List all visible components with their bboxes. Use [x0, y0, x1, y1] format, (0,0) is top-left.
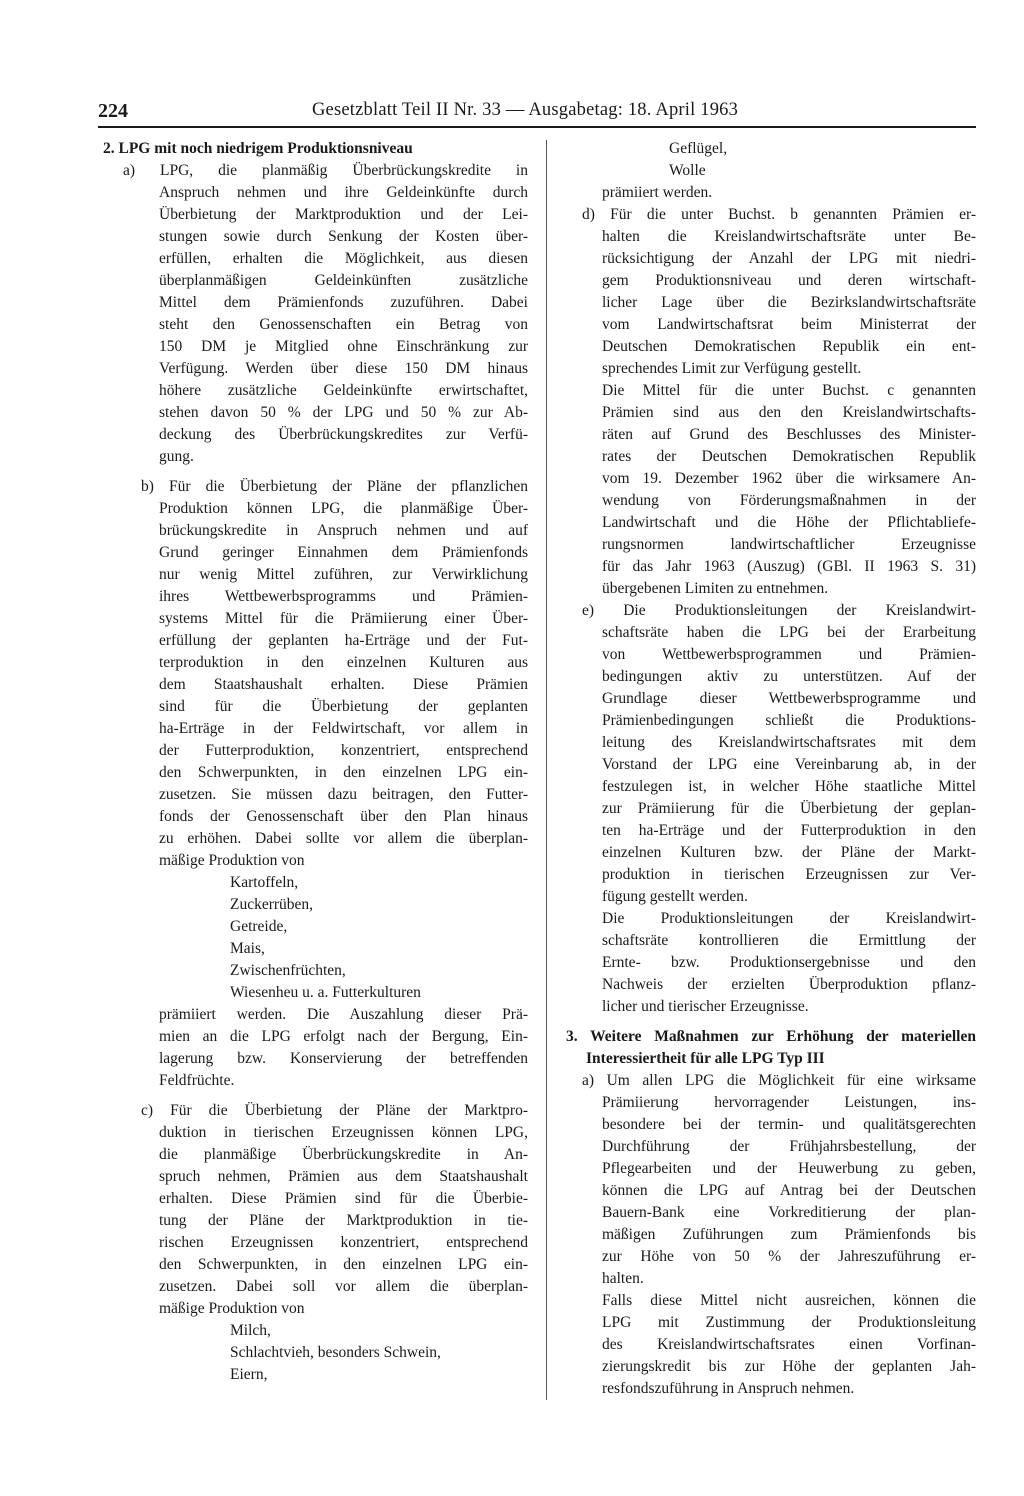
section-heading-line: 3. Weitere Maßnahmen zur Erhöhung der materiellen: [566, 1028, 976, 1045]
text-line: lagerung bzw. Konservierung der betreffenden: [159, 1050, 528, 1067]
text-line: spruch nehmen, Prämien aus dem Staatshaushalt: [159, 1168, 528, 1185]
left-column: [103, 138, 528, 1386]
text-line: schaftsräte haben die LPG bei der Erarbeitung: [602, 624, 976, 641]
text-line: den Schwerpunkten, in den einzelnen LPG ein-: [159, 1256, 528, 1273]
text-line: Schlachtvieh, besonders Schwein,: [230, 1344, 441, 1361]
text-line: licher Lage über die Bezirkslandwirtschaftsräte: [602, 294, 976, 311]
text-line: zur Prämiierung für die Überbietung der geplan-: [602, 800, 976, 817]
text-line: stungen sowie durch Senkung der Kosten über-: [159, 228, 528, 245]
text-line: stehen davon 50 % der LPG und 50 % zur Ab-: [159, 404, 528, 421]
text-line: ha-Erträge in der Feldwirtschaft, vor allem in: [159, 720, 528, 737]
text-line: Kartoffeln,: [230, 874, 299, 891]
text-line: räten auf Grund des Beschlusses des Minister-: [602, 426, 976, 443]
text-line: halten.: [602, 1270, 644, 1287]
text-line: prämiiert werden. Die Auszahlung dieser Prä-: [159, 1006, 528, 1023]
text-line: Zuckerrüben,: [230, 896, 314, 913]
text-line: Prämien sind aus den den Kreislandwirtschafts-: [602, 404, 976, 421]
text-line: steht den Genossenschaften ein Betrag von: [159, 316, 528, 333]
text-line: tung der Pläne der Marktproduktion in tie-: [159, 1212, 528, 1229]
text-line: vom Landwirtschaftsrat beim Ministerrat der: [602, 316, 976, 333]
column-divider: [546, 140, 547, 1400]
text-line: Anspruch nehmen und ihre Geldeinkünfte durch: [159, 184, 528, 201]
text-line: Prämienbedingungen schließt die Produktions-: [602, 712, 976, 729]
text-line: Getreide,: [230, 918, 288, 935]
text-line: bedingungen aktiv zu unterstützen. Auf der: [602, 668, 976, 685]
text-line: Prämiierung hervorragender Leistungen, ins-: [602, 1094, 976, 1111]
text-line: zusetzen. Dabei soll vor allem die überplan-: [159, 1278, 528, 1295]
text-line: Mais,: [230, 940, 265, 957]
text-line: duktion in tierischen Erzeugnissen können LPG,: [159, 1124, 528, 1141]
text-line: e) Die Produktionsleitungen der Kreislandwirt-: [582, 602, 976, 619]
page-header: [98, 98, 976, 128]
text-line: dem Staatshaushalt erhalten. Diese Prämien: [159, 676, 528, 693]
text-line: schaftsräte kontrollieren die Ermittlung der: [602, 932, 976, 949]
text-line: gem Produktionsniveau und deren wirtschaft-: [602, 272, 976, 289]
text-line: terproduktion in den einzelnen Kulturen aus: [159, 654, 528, 671]
text-line: die planmäßige Überbrückungskredite in An-: [159, 1146, 528, 1163]
text-line: deckung des Überbrückungskredites zur Verfü-: [159, 426, 528, 443]
right-column: [566, 138, 976, 1400]
text-line: Die Mittel für die unter Buchst. c genannten: [602, 382, 976, 399]
text-line: rungsnormen landwirtschaftlicher Erzeugnisse: [602, 536, 976, 553]
text-line: 150 DM je Mitglied ohne Einschränkung zur: [159, 338, 528, 355]
text-line: fonds der Genossenschaft über den Plan hinaus: [159, 808, 528, 825]
text-line: Deutschen Demokratischen Republik ein ent-: [602, 338, 976, 355]
paragraph-gap: [103, 1092, 528, 1100]
text-line: licher und tierischer Erzeugnisse.: [602, 998, 809, 1015]
text-line: der Futterproduktion, konzentriert, entsprechend: [159, 742, 528, 759]
text-line: erfüllung der geplanten ha-Erträge und der Fut-: [159, 632, 528, 649]
text-line: Nachweis der erzielten Überproduktion pflanz-: [602, 976, 976, 993]
text-line: Die Produktionsleitungen der Kreislandwirt-: [602, 910, 976, 927]
text-line: erfüllen, erhalten die Möglichkeit, aus diesen: [159, 250, 528, 267]
text-line: Geflügel,: [669, 140, 728, 157]
text-line: rischen Erzeugnissen konzentriert, entsprechend: [159, 1234, 528, 1251]
text-line: sind für die Überbietung der geplanten: [159, 698, 528, 715]
text-line: Grund geringer Einnahmen dem Prämienfonds: [159, 544, 528, 561]
text-line: prämiiert werden.: [602, 184, 713, 201]
text-line: Bauern-Bank eine Vorkreditierung der plan-: [602, 1204, 976, 1221]
text-line: festzulegen ist, in welcher Höhe staatliche Mittel: [602, 778, 976, 795]
text-line: mien an die LPG erfolgt nach der Bergung, Ein-: [159, 1028, 528, 1045]
text-line: Milch,: [230, 1322, 271, 1339]
text-line: nur wenig Mittel zuführen, zur Verwirklichung: [159, 566, 528, 583]
text-line: übergebenen Limiten zu entnehmen.: [602, 580, 829, 597]
text-line: Falls diese Mittel nicht ausreichen, können die: [602, 1292, 976, 1309]
text-line: Pflegearbeiten und der Heuwerbung zu geben,: [602, 1160, 976, 1177]
section-heading-line: 2. LPG mit noch niedrigem Produktionsniveau: [103, 140, 413, 157]
text-line: überplanmäßigen Geldeinkünften zusätzliche: [159, 272, 528, 289]
paragraph-gap: [566, 1018, 976, 1026]
text-line: halten die Kreislandwirtschaftsräte unter Be-: [602, 228, 976, 245]
text-line: ihres Wettbewerbsprogramms und Prämien-: [159, 588, 528, 605]
text-line: zur Höhe von 50 % der Jahreszuführung er-: [602, 1248, 976, 1265]
text-line: Wiesenheu u. a. Futterkulturen: [230, 984, 421, 1001]
page-number: 224: [98, 100, 128, 122]
text-line: zusetzen. Sie müssen dazu beitragen, den Futter-: [159, 786, 528, 803]
text-line: LPG mit Zustimmung der Produktionsleitung: [602, 1314, 976, 1331]
text-line: a) Um allen LPG die Möglichkeit für eine wirksame: [582, 1072, 976, 1089]
text-line: Verfügung. Werden über diese 150 DM hinaus: [159, 360, 528, 377]
text-line: einzelnen Kulturen bzw. der Pläne der Markt-: [602, 844, 976, 861]
text-line: mäßige Produktion von: [159, 1300, 305, 1317]
text-line: den Schwerpunkten, in den einzelnen LPG ein-: [159, 764, 528, 781]
text-line: b) Für die Überbietung der Pläne der pflanzlichen: [141, 478, 528, 495]
text-line: leitung des Kreislandwirtschaftsrates mit dem: [602, 734, 976, 751]
text-line: ten ha-Erträge und der Futterproduktion in den: [602, 822, 976, 839]
text-line: von Wettbewerbsprogrammen und Prämien-: [602, 646, 976, 663]
text-line: Produktion können LPG, die planmäßige Über-: [159, 500, 528, 517]
text-line: für das Jahr 1963 (Auszug) (GBl. II 1963 S. 31): [602, 558, 976, 575]
text-line: mäßigen Zuführungen zum Prämienfonds bis: [602, 1226, 976, 1243]
text-line: d) Für die unter Buchst. b genannten Prämien er-: [582, 206, 976, 223]
text-line: Feldfrüchte.: [159, 1072, 235, 1089]
text-line: besondere bei der termin- und qualitätsgerechten: [602, 1116, 976, 1133]
text-line: höhere zusätzliche Geldeinkünfte erwirtschaftet,: [159, 382, 528, 399]
text-line: des Kreislandwirtschaftsrates einen Vorfinan-: [602, 1336, 976, 1353]
text-line: resfondszuführung in Anspruch nehmen.: [602, 1380, 855, 1397]
section-heading-line: Interessiertheit für alle LPG Typ III: [586, 1050, 825, 1067]
text-line: zierungskredit bis zur Höhe der geplanten Jah-: [602, 1358, 976, 1375]
text-line: können die LPG auf Antrag bei der Deutschen: [602, 1182, 976, 1199]
text-line: produktion in tierischen Erzeugnissen zur Ver-: [602, 866, 976, 883]
header-title: Gesetzblatt Teil II Nr. 33 — Ausgabetag: 18. April 1963: [312, 100, 739, 120]
text-line: a) LPG, die planmäßig Überbrückungskredite in: [123, 162, 528, 179]
text-line: rates der Deutschen Demokratischen Republik: [602, 448, 976, 465]
text-line: Wolle: [669, 162, 706, 179]
text-line: Eiern,: [230, 1366, 268, 1383]
text-line: Ernte- bzw. Produktionsergebnisse und den: [602, 954, 976, 971]
text-line: Landwirtschaft und die Höhe der Pflichtabliefe-: [602, 514, 976, 531]
text-line: Vorstand der LPG eine Vereinbarung ab, in der: [602, 756, 976, 773]
text-line: vom 19. Dezember 1962 über die wirksamere An-: [602, 470, 976, 487]
text-line: Überbietung der Marktproduktion und der Lei-: [159, 206, 528, 223]
text-line: systems Mittel für die Prämiierung einer Über-: [159, 610, 528, 627]
text-line: erhalten. Diese Prämien sind für die Überbie-: [159, 1190, 528, 1207]
text-line: fügung gestellt werden.: [602, 888, 748, 905]
text-line: c) Für die Überbietung der Pläne der Marktpro-: [141, 1102, 528, 1119]
text-line: Mittel dem Prämienfonds zuzuführen. Dabei: [159, 294, 528, 311]
text-line: rücksichtigung der Anzahl der LPG mit niedri-: [602, 250, 976, 267]
paragraph-gap: [103, 468, 528, 476]
text-line: sprechendes Limit zur Verfügung gestellt.: [602, 360, 862, 377]
text-line: Durchführung der Frühjahrsbestellung, der: [602, 1138, 976, 1155]
text-line: gung.: [159, 448, 194, 465]
text-line: zu erhöhen. Dabei sollte vor allem die überplan-: [159, 830, 528, 847]
text-line: Grundlage dieser Wettbewerbsprogramme und: [602, 690, 976, 707]
text-line: wendung von Förderungsmaßnahmen in der: [602, 492, 976, 509]
text-line: Zwischenfrüchten,: [230, 962, 346, 979]
text-line: brückungskredite in Anspruch nehmen und auf: [159, 522, 528, 539]
text-line: mäßige Produktion von: [159, 852, 305, 869]
